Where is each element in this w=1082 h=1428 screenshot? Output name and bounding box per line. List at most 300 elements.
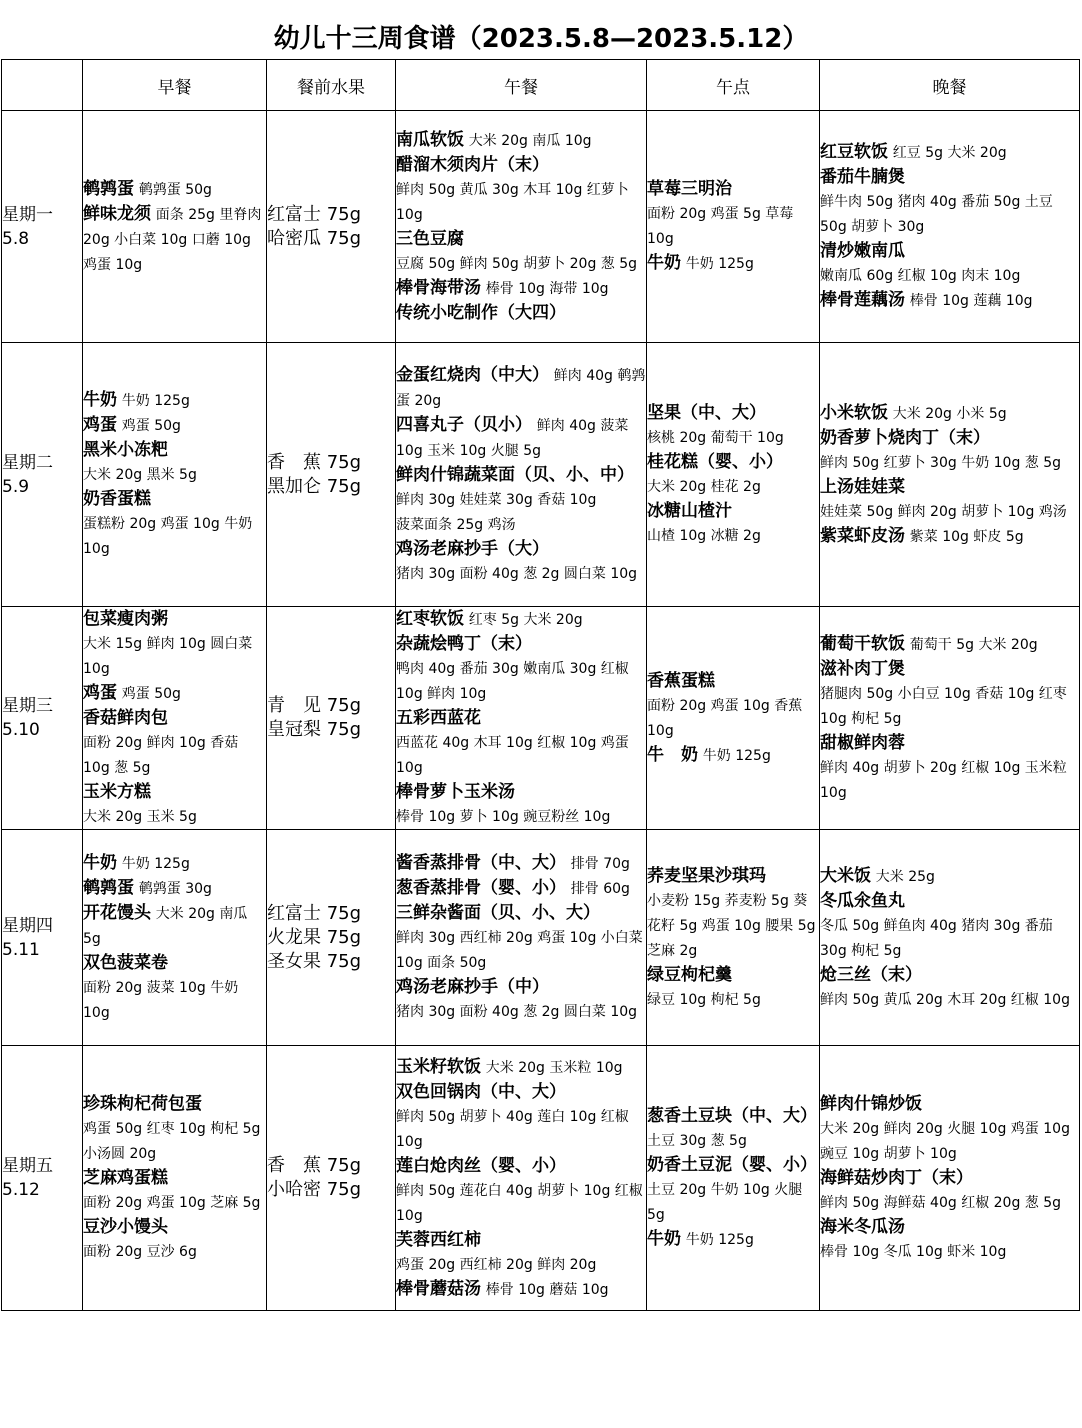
- menu-item: [396, 1277, 646, 1302]
- menu-item: [83, 975, 266, 1025]
- menu-item: [83, 388, 266, 413]
- menu-item: [83, 487, 266, 511]
- ingredients: 牛奶 125g: [121, 855, 190, 872]
- breakfast-cell: [83, 343, 267, 607]
- ingredients: 大米 20g 鲜肉 20g 火腿 10g 鸡蛋 10g 豌豆 10g 胡萝卜 10g: [820, 1121, 1070, 1162]
- ingredients: 土豆 30g 葱 5g: [647, 1133, 747, 1149]
- menu-item: [820, 1215, 1079, 1239]
- menu-table: [1, 59, 1080, 1311]
- day-date: 5.12: [2, 1180, 40, 1200]
- dish-name: 奶香萝卜烧肉丁（末）: [820, 427, 990, 448]
- snack-cell: [647, 111, 820, 343]
- ingredients: 鲜肉 30g 西红柿 20g 鸡蛋 10g 小白菜 10g 面条 50g: [396, 930, 643, 971]
- ingredients: 棒骨 10g 蘑菇 10g: [485, 1281, 609, 1298]
- dish-name: 鸡汤老麻抄手（中）: [396, 977, 549, 997]
- dish-name: 芝麻鸡蛋糕: [83, 1168, 168, 1188]
- dish-name: 葱香土豆块（中、大）: [647, 1106, 817, 1126]
- menu-item: [820, 401, 1079, 426]
- menu-item: [396, 1228, 646, 1252]
- ingredients: 牛奶 125g: [685, 1232, 754, 1248]
- menu-item: [820, 1092, 1079, 1116]
- menu-item: [83, 876, 266, 901]
- menu-item: [820, 189, 1079, 239]
- dish-name: 海鲜菇炒肉丁（末）: [820, 1168, 973, 1188]
- ingredients: 娃娃菜 50g 鲜肉 20g 胡萝卜 10g 鸡汤: [820, 503, 1067, 520]
- day-name: 星期三: [2, 696, 53, 716]
- header-lunch: 午餐: [396, 60, 647, 111]
- dish-name: 开花馒头: [83, 902, 151, 923]
- day-name: 星期五: [2, 1156, 53, 1176]
- header-snack: 午点: [647, 60, 820, 111]
- ingredients: 鲜肉 40g 胡萝卜 20g 红椒 10g 玉米粒 10g: [820, 759, 1067, 801]
- dish-name: 滋补肉丁煲: [820, 658, 905, 679]
- menu-item: [83, 1116, 266, 1166]
- menu-item: [83, 462, 266, 487]
- menu-item: [820, 1116, 1079, 1166]
- menu-item: [647, 523, 819, 548]
- menu-item: [647, 1177, 819, 1227]
- dinner-cell: [820, 830, 1080, 1046]
- header-fruit: 餐前水果: [267, 60, 396, 111]
- menu-item: [396, 607, 646, 632]
- dish-name: 番茄牛腩煲: [820, 167, 905, 187]
- ingredients: 小麦粉 15g 荞麦粉 5g 葵花籽 5g 鸡蛋 10g 腰果 5g 芝麻 2g: [647, 892, 816, 959]
- menu-item: [647, 1227, 819, 1252]
- menu-item: [647, 251, 819, 276]
- snack-cell: [647, 343, 820, 607]
- dish-name: 棒骨蘑菇汤: [396, 1278, 481, 1299]
- menu-item: [396, 999, 646, 1024]
- menu-item: [396, 730, 646, 780]
- menu-item: [647, 693, 819, 743]
- menu-item: [647, 450, 819, 474]
- dish-name: 棒骨莲藕汤: [820, 290, 905, 310]
- day-name: 星期二: [2, 452, 53, 473]
- menu-item: [647, 888, 819, 963]
- dish-name: 珍珠枸杞荷包蛋: [83, 1094, 202, 1114]
- dish-name: 奶香蛋糕: [83, 489, 151, 509]
- dish-name: 小米软饭: [820, 402, 888, 423]
- dish-name: 牛 奶: [647, 744, 698, 765]
- menu-item: [820, 889, 1079, 913]
- menu-item: [820, 499, 1079, 524]
- dish-name: 黑米小冻粑: [83, 440, 168, 460]
- dish-name: 五彩西蓝花: [396, 708, 481, 728]
- menu-item: [820, 263, 1079, 288]
- menu-item: [820, 1190, 1079, 1215]
- menu-item: [820, 165, 1079, 189]
- dish-name: 牛奶: [647, 253, 681, 273]
- ingredients: 大米 20g 南瓜 5g: [83, 905, 248, 947]
- dish-name: 三色豆腐: [396, 229, 464, 249]
- fruit-cell: [267, 111, 396, 343]
- menu-item: [396, 804, 646, 829]
- dish-name: 荞麦坚果沙琪玛: [647, 865, 766, 886]
- ingredients: 大米 20g 南瓜 10g: [468, 133, 592, 149]
- ingredients: 排骨 70g: [570, 856, 630, 872]
- dish-name: 三鲜杂酱面（贝、小、大）: [396, 903, 600, 923]
- ingredients: 鲜肉 50g 海鲜菇 40g 红椒 20g 葱 5g: [820, 1195, 1062, 1211]
- fruit-item: 红富士 75g: [267, 203, 362, 225]
- header-corner: [2, 60, 83, 111]
- ingredients: 土豆 20g 牛奶 10g 火腿 5g: [647, 1182, 803, 1223]
- lunch-cell: [396, 607, 647, 830]
- ingredients: 棒骨 10g 海带 10g: [485, 281, 609, 297]
- ingredients: 大米 20g 玉米粒 10g: [485, 1059, 623, 1076]
- dish-name: 葡萄干软饭: [820, 633, 905, 654]
- dish-name: 清炒嫩南瓜: [820, 241, 905, 261]
- dinner-cell: [820, 111, 1080, 343]
- dish-name: 草莓三明治: [647, 179, 732, 199]
- dish-name: 紫菜虾皮汤: [820, 525, 905, 546]
- menu-item: [396, 975, 646, 999]
- day-row: [2, 111, 1080, 343]
- menu-item: [83, 681, 266, 706]
- menu-item: [396, 1154, 646, 1178]
- day-row: [2, 343, 1080, 607]
- dish-name: 香蕉蛋糕: [647, 670, 715, 691]
- menu-item: [647, 963, 819, 987]
- fruit-item: 哈密瓜 75g: [267, 227, 362, 249]
- ingredients: 棒骨 10g 冬瓜 10g 虾米 10g: [820, 1244, 1007, 1260]
- dish-name: 香菇鲜肉包: [83, 708, 168, 728]
- dish-name: 牛奶: [83, 390, 117, 410]
- dish-name: 红豆软饭: [820, 142, 888, 162]
- menu-item: [83, 780, 266, 804]
- fruit-cell: [267, 343, 396, 607]
- menu-item: [396, 925, 646, 975]
- menu-item: [83, 202, 266, 277]
- dish-name: 红枣软饭: [396, 609, 464, 629]
- menu-item: [83, 177, 266, 202]
- dish-name: 鸡蛋: [83, 415, 117, 435]
- ingredients: 棒骨 10g 莲藕 10g: [909, 293, 1033, 309]
- menu-item: [647, 401, 819, 425]
- breakfast-cell: [83, 830, 267, 1046]
- menu-item: [396, 276, 646, 301]
- menu-item: [396, 487, 646, 512]
- day-cell: [2, 607, 83, 830]
- menu-item: [820, 987, 1079, 1012]
- ingredients: 核桃 20g 葡萄干 10g: [647, 430, 784, 446]
- menu-item: [83, 901, 266, 951]
- ingredients: 大米 15g 鲜肉 10g 圆白菜 10g: [83, 636, 253, 677]
- menu-item: [396, 851, 646, 876]
- ingredients: 大米 20g 玉米 5g: [83, 809, 197, 825]
- menu-item: [647, 177, 819, 201]
- ingredients: 鲜肉 50g 胡萝卜 40g 莲白 10g 红椒 10g: [396, 1108, 629, 1150]
- fruit-item: 香 蕉 75g: [267, 451, 362, 473]
- menu-item: [83, 804, 266, 829]
- menu-item: [396, 656, 646, 706]
- fruit-item: 小哈密 75g: [267, 1179, 362, 1200]
- ingredients: 牛奶 125g: [121, 393, 190, 409]
- ingredients: 菠菜面条 25g 鸡汤: [396, 517, 516, 533]
- header-breakfast: 早餐: [83, 60, 267, 111]
- menu-item: [820, 632, 1079, 657]
- menu-item: [820, 288, 1079, 313]
- menu-item: [820, 426, 1079, 450]
- dish-name: 鹌鹑蛋: [83, 877, 134, 898]
- menu-item: [396, 1080, 646, 1104]
- day-date: 5.9: [2, 476, 30, 497]
- lunch-cell: [396, 111, 647, 343]
- dish-name: 双色回锅肉（中、大）: [396, 1081, 566, 1102]
- breakfast-cell: [83, 1046, 267, 1311]
- menu-item: [83, 511, 266, 561]
- dish-name: 南瓜软饭: [396, 130, 464, 150]
- dish-name: 炝三丝（末）: [820, 964, 922, 985]
- day-row: [2, 607, 1080, 830]
- dish-name: 葱香蒸排骨（婴、小）: [396, 878, 566, 898]
- menu-item: [820, 239, 1079, 263]
- day-date: 5.8: [2, 228, 30, 249]
- day-date: 5.10: [2, 720, 40, 740]
- menu-item: [83, 1190, 266, 1215]
- menu-item: [396, 537, 646, 561]
- dish-name: 玉米方糕: [83, 782, 151, 802]
- ingredients: 鲜牛肉 50g 猪肉 40g 番茄 50g 土豆 50g 胡萝卜 30g: [820, 194, 1053, 235]
- day-name: 星期四: [2, 915, 53, 936]
- ingredients: 大米 25g: [875, 868, 935, 885]
- page-title: 幼儿十三周食谱（2023.5.8—2023.5.12）: [273, 24, 809, 54]
- dish-name: 杂蔬烩鸭丁（末）: [396, 634, 532, 654]
- dish-name: 莲白炝肉丝（婴、小）: [396, 1155, 566, 1176]
- dinner-cell: [820, 1046, 1080, 1311]
- menu-item: [820, 681, 1079, 731]
- fruit-item: 香 蕉 75g: [267, 1155, 362, 1176]
- dish-name: 酱香蒸排骨（中、大）: [396, 853, 566, 873]
- dish-name: 冰糖山楂汁: [647, 501, 732, 521]
- fruit-item: 红富士 75g: [267, 902, 362, 924]
- menu-item: [396, 413, 646, 463]
- fruit-item: 圣女果 75g: [267, 950, 362, 972]
- ingredients: 红豆 5g 大米 20g: [892, 145, 1007, 161]
- menu-item: [396, 128, 646, 153]
- dinner-cell: [820, 607, 1080, 830]
- menu-item: [396, 1178, 646, 1228]
- ingredients: 牛奶 125g: [702, 747, 771, 764]
- day-name: 星期一: [2, 204, 53, 225]
- ingredients: 面粉 20g 鸡蛋 10g 香蕉 10g: [647, 697, 803, 739]
- dish-name: 鲜肉什锦蔬菜面（贝、小、中）: [396, 465, 634, 485]
- menu-item: [83, 1166, 266, 1190]
- menu-item: [83, 730, 266, 780]
- fruit-item: 青 见 75g: [267, 695, 362, 716]
- dish-name: 海米冬瓜汤: [820, 1217, 905, 1237]
- lunch-cell: [396, 830, 647, 1046]
- dish-name: 大米饭: [820, 865, 871, 886]
- ingredients: 蛋糕粉 20g 鸡蛋 10g 牛奶 10g: [83, 516, 253, 557]
- menu-item: [820, 731, 1079, 755]
- ingredients: 鸡蛋 50g 红枣 10g 枸杞 5g 小汤圆 20g: [83, 1121, 261, 1162]
- dish-name: 芙蓉西红柿: [396, 1229, 481, 1250]
- menu-item: [647, 499, 819, 523]
- ingredients: 棒骨 10g 萝卜 10g 豌豆粉丝 10g: [396, 809, 611, 825]
- day-cell: [2, 343, 83, 607]
- snack-cell: [647, 1046, 820, 1311]
- menu-item: [820, 524, 1079, 549]
- ingredients: 红枣 5g 大米 20g: [468, 612, 583, 628]
- menu-item: [396, 227, 646, 251]
- menu-item: [820, 475, 1079, 499]
- breakfast-cell: [83, 607, 267, 830]
- dish-name: 牛奶: [647, 1229, 681, 1249]
- menu-item: [83, 1215, 266, 1239]
- ingredients: 面粉 20g 鸡蛋 5g 草莓 10g: [647, 206, 794, 247]
- day-cell: [2, 830, 83, 1046]
- dinner-cell: [820, 343, 1080, 607]
- ingredients: 牛奶 125g: [685, 256, 754, 272]
- menu-item: [820, 450, 1079, 475]
- dish-name: 包菜瘦肉粥: [83, 609, 168, 629]
- menu-item: [396, 1252, 646, 1277]
- ingredients: 西蓝花 40g 木耳 10g 红椒 10g 鸡蛋 10g: [396, 735, 629, 776]
- ingredients: 嫩南瓜 60g 红椒 10g 肉末 10g: [820, 268, 1021, 284]
- menu-item: [396, 632, 646, 656]
- menu-item: [820, 1166, 1079, 1190]
- menu-item: [396, 1104, 646, 1154]
- ingredients: 紫菜 10g 虾皮 5g: [909, 528, 1024, 545]
- menu-item: [83, 1239, 266, 1264]
- dish-name: 冬瓜氽鱼丸: [820, 890, 905, 911]
- ingredients: 鲜肉 50g 莲花白 40g 胡萝卜 10g 红椒 10g: [396, 1182, 643, 1224]
- menu-item: [647, 425, 819, 450]
- day-date: 5.11: [2, 939, 40, 960]
- snack-cell: [647, 607, 820, 830]
- ingredients: 鸡蛋 50g: [121, 686, 181, 702]
- ingredients: 山楂 10g 冰糖 2g: [647, 528, 761, 544]
- ingredients: 鹌鹑蛋 50g: [138, 181, 212, 198]
- menu-item: [647, 1153, 819, 1177]
- day-cell: [2, 1046, 83, 1311]
- menu-item: [396, 876, 646, 901]
- menu-item: [820, 913, 1079, 963]
- dish-name: 牛奶: [83, 852, 117, 873]
- fruit-cell: [267, 1046, 396, 1311]
- dish-name: 鸡蛋: [83, 683, 117, 703]
- menu-item: [647, 864, 819, 888]
- menu-item: [820, 657, 1079, 681]
- menu-item: [396, 901, 646, 925]
- menu-item: [396, 153, 646, 177]
- menu-item: [396, 1055, 646, 1080]
- menu-item: [396, 363, 646, 413]
- menu-item: [647, 669, 819, 693]
- day-cell: [2, 111, 83, 343]
- menu-item: [83, 1092, 266, 1116]
- dish-name: 上汤娃娃菜: [820, 476, 905, 497]
- menu-item: [83, 438, 266, 462]
- dish-name: 四喜丸子（贝小）: [396, 415, 532, 435]
- ingredients: 面条 25g 里脊肉 20g 小白菜 10g 口蘑 10g 鸡蛋 10g: [83, 206, 262, 273]
- ingredients: 面粉 20g 菠菜 10g 牛奶 10g: [83, 979, 239, 1021]
- menu-item: [647, 743, 819, 768]
- ingredients: 鲜肉 40g 鹌鹑蛋 20g: [396, 368, 646, 409]
- ingredients: 葡萄干 5g 大米 20g: [909, 636, 1038, 653]
- breakfast-cell: [83, 111, 267, 343]
- menu-item: [83, 607, 266, 631]
- menu-item: [647, 201, 819, 251]
- ingredients: 鸭肉 40g 番茄 30g 嫩南瓜 30g 红椒 10g 鲜肉 10g: [396, 661, 629, 702]
- menu-item: [647, 987, 819, 1012]
- menu-item: [820, 755, 1079, 805]
- dish-name: 奶香土豆泥（婴、小）: [647, 1155, 817, 1175]
- ingredients: 大米 20g 小米 5g: [892, 405, 1007, 422]
- menu-item: [83, 851, 266, 876]
- header-dinner: 晚餐: [820, 60, 1080, 111]
- dish-name: 双色菠菜卷: [83, 952, 168, 973]
- menu-item: [396, 301, 646, 325]
- dish-name: 豆沙小馒头: [83, 1217, 168, 1237]
- dish-name: 坚果（中、大）: [647, 403, 766, 423]
- header-row: [2, 60, 1080, 111]
- menu-item: [83, 631, 266, 681]
- menu-item: [396, 177, 646, 227]
- ingredients: 鲜肉 50g 黄瓜 20g 木耳 20g 红椒 10g: [820, 991, 1070, 1008]
- menu-item: [396, 780, 646, 804]
- menu-item: [820, 140, 1079, 165]
- dish-name: 鹌鹑蛋: [83, 178, 134, 199]
- ingredients: 鸡蛋 50g: [121, 418, 181, 434]
- dish-name: 棒骨萝卜玉米汤: [396, 782, 515, 802]
- ingredients: 猪肉 30g 面粉 40g 葱 2g 圆白菜 10g: [396, 566, 638, 582]
- fruit-cell: [267, 607, 396, 830]
- dish-name: 传统小吃制作（大四）: [396, 303, 566, 323]
- menu-item: [396, 706, 646, 730]
- dish-name: 鲜肉什锦炒饭: [820, 1094, 922, 1114]
- ingredients: 面粉 20g 鸡蛋 10g 芝麻 5g: [83, 1195, 261, 1211]
- ingredients: 鸡蛋 20g 西红柿 20g 鲜肉 20g: [396, 1256, 597, 1273]
- ingredients: 猪肉 30g 面粉 40g 葱 2g 圆白菜 10g: [396, 1004, 638, 1020]
- ingredients: 面粉 20g 鲜肉 10g 香菇 10g 葱 5g: [83, 735, 239, 776]
- menu-item: [83, 413, 266, 438]
- ingredients: 鲜肉 40g 菠菜 10g 玉米 10g 火腿 5g: [396, 418, 629, 459]
- fruit-item: 黑加仑 75g: [267, 475, 362, 497]
- menu-item: [396, 512, 646, 537]
- ingredients: 鹌鹑蛋 30g: [138, 880, 212, 897]
- dish-name: 绿豆枸杞羹: [647, 964, 732, 985]
- ingredients: 大米 20g 桂花 2g: [647, 479, 761, 495]
- lunch-cell: [396, 1046, 647, 1311]
- menu-item: [396, 251, 646, 276]
- day-row: [2, 830, 1080, 1046]
- dish-name: 鲜味龙须: [83, 203, 151, 224]
- snack-cell: [647, 830, 820, 1046]
- ingredients: 绿豆 10g 枸杞 5g: [647, 991, 761, 1008]
- ingredients: 猪腿肉 50g 小白豆 10g 香菇 10g 红枣 10g 枸杞 5g: [820, 685, 1067, 727]
- dish-name: 鸡汤老麻抄手（大）: [396, 539, 549, 559]
- dish-name: 桂花糕（婴、小）: [647, 452, 783, 472]
- fruit-item: 皇冠梨 75g: [267, 719, 362, 740]
- ingredients: 面粉 20g 豆沙 6g: [83, 1244, 197, 1260]
- menu-item: [647, 1128, 819, 1153]
- ingredients: 鲜肉 50g 红萝卜 30g 牛奶 10g 葱 5g: [820, 454, 1062, 471]
- dish-name: 甜椒鲜肉蓉: [820, 732, 905, 753]
- menu-item: [396, 463, 646, 487]
- menu-item: [820, 1239, 1079, 1264]
- dish-name: 醋溜木须肉片（末）: [396, 155, 549, 175]
- ingredients: 鲜肉 30g 娃娃菜 30g 香菇 10g: [396, 492, 597, 508]
- menu-item: [647, 474, 819, 499]
- dish-name: 棒骨海带汤: [396, 278, 481, 298]
- ingredients: 排骨 60g: [570, 881, 630, 897]
- dish-name: 金蛋红烧肉（中大）: [396, 365, 549, 385]
- day-row: [2, 1046, 1080, 1311]
- menu-item: [820, 864, 1079, 889]
- menu-item: [647, 1104, 819, 1128]
- dish-name: 玉米籽软饭: [396, 1056, 481, 1077]
